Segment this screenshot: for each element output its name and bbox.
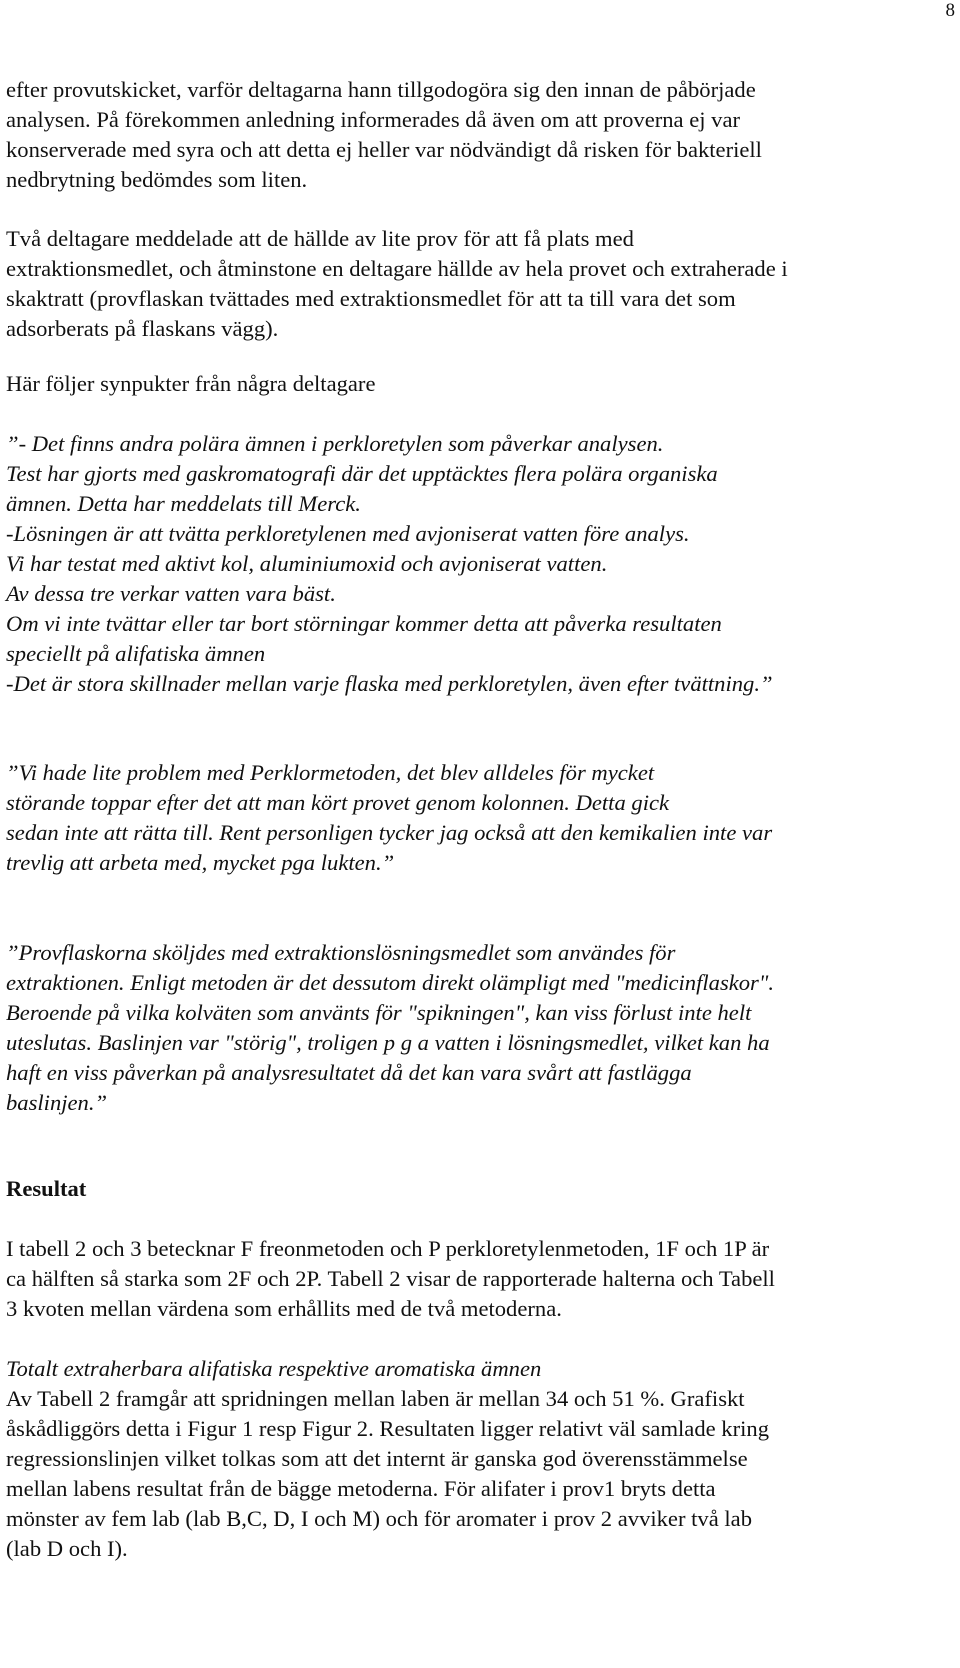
text-line: efter provutskicket, varför deltagarna hann tillgodogöra sig den innan de påbörjade [6,77,756,102]
text-line: ”- Det finns andra polära ämnen i perkloretylen som påverkar analysen. [6,431,664,456]
text-line: uteslutas. Baslinjen var "störig", troligen p g a vatten i lösningsmedlet, vilket kan ha [6,1030,770,1055]
text-line: extraktionen. Enligt metoden är det dessutom direkt olämpligt med "medicinflaskor". [6,970,774,995]
text-line: nedbrytning bedömdes som liten. [6,167,308,192]
text-line: haft en viss påverkan på analysresultatet då det kan vara svårt att fastlägga [6,1060,692,1085]
text-line: mellan labens resultat från de bägge metoderna. För alifater i prov1 bryts detta [6,1476,716,1501]
text-line: ”Provflaskorna sköljdes med extraktionslösningsmedlet som användes för [6,940,676,965]
text-line: (lab D och I). [6,1536,128,1561]
text-line: 3 kvoten mellan värdena som erhållits med de två metoderna. [6,1296,562,1321]
text-line: Här följer synpukter från några deltagare [6,371,376,396]
page-number: 8 [945,0,955,21]
text-line: Vi har testat med aktivt kol, aluminiumoxid och avjoniserat vatten. [6,551,608,576]
text-line: analysen. På förekommen anledning informerades då även om att proverna ej var [6,107,741,132]
paragraph-spread [6,1384,941,1564]
text-line: Av dessa tre verkar vatten vara bäst. [6,581,336,606]
text-line: ”Vi hade lite problem med Perklormetoden, det blev alldeles för mycket [6,760,655,785]
quote-participant-2 [6,758,941,878]
section-heading-resultat: Resultat [6,1176,87,1201]
paragraph-viewpoints-intro [6,369,941,399]
text-line: -Det är stora skillnader mellan varje flaska med perkloretylen, även efter tvättning.” [6,671,773,696]
text-line: Beroende på vilka kolväten som använts för "spikningen", kan viss förlust inte helt [6,1000,752,1025]
text-line: ämnen. Detta har meddelats till Merck. [6,491,361,516]
text-line: I tabell 2 och 3 betecknar F freonmetoden och P perkloretylenmetoden, 1F och 1P är [6,1236,770,1261]
text-line: sedan inte att rätta till. Rent personligen tycker jag också att den kemikalien inte var [6,820,773,845]
document-body [6,75,941,1564]
text-line: konserverade med syra och att detta ej heller var nödvändigt då risken för bakteriell [6,137,762,162]
text-line: skaktratt (provflaskan tvättades med extraktionsmedlet för att ta till vara det som [6,286,736,311]
text-line: baslinjen.” [6,1090,108,1115]
text-line: ca hälften så starka som 2F och 2P. Tabell 2 visar de rapporterade halterna och Tabell [6,1266,775,1291]
text-line: speciellt på alifatiska ämnen [6,641,266,666]
paragraph-intro [6,75,941,195]
subheading [6,1354,941,1384]
text-line: åskådliggörs detta i Figur 1 resp Figur 2. Resultaten ligger relativt väl samlade kring [6,1416,770,1441]
text-line: Test har gjorts med gaskromatografi där det upptäcktes flera polära organiska [6,461,718,486]
paragraph-results [6,1234,941,1324]
text-line: Om vi inte tvättar eller tar bort störningar kommer detta att påverka resultaten [6,611,722,636]
quote-participant-1 [6,429,941,699]
quote-participant-3 [6,938,941,1118]
paragraph-participants [6,224,941,344]
subheading-text: Totalt extraherbara alifatiska respektive aromatiska ämnen [6,1356,542,1381]
text-line: störande toppar efter det att man kört provet genom kolonnen. Detta gick [6,790,670,815]
text-line: mönster av fem lab (lab B,C, D, I och M) och för aromater i prov 2 avviker två lab [6,1506,752,1531]
text-line: Två deltagare meddelade att de hällde av lite prov för att få plats med [6,226,634,251]
text-line: extraktionsmedlet, och åtminstone en deltagare hällde av hela provet och extraherade i [6,256,788,281]
text-line: trevlig att arbeta med, mycket pga lukten.” [6,850,395,875]
text-line: adsorberats på flaskans vägg). [6,316,279,341]
text-line: regressionslinjen vilket tolkas som att det internt är ganska god överensstämmelse [6,1446,748,1471]
text-line: -Lösningen är att tvätta perkloretylenen med avjoniserat vatten före analys. [6,521,690,546]
text-line: Av Tabell 2 framgår att spridningen mellan laben är mellan 34 och 51 %. Grafiskt [6,1386,745,1411]
